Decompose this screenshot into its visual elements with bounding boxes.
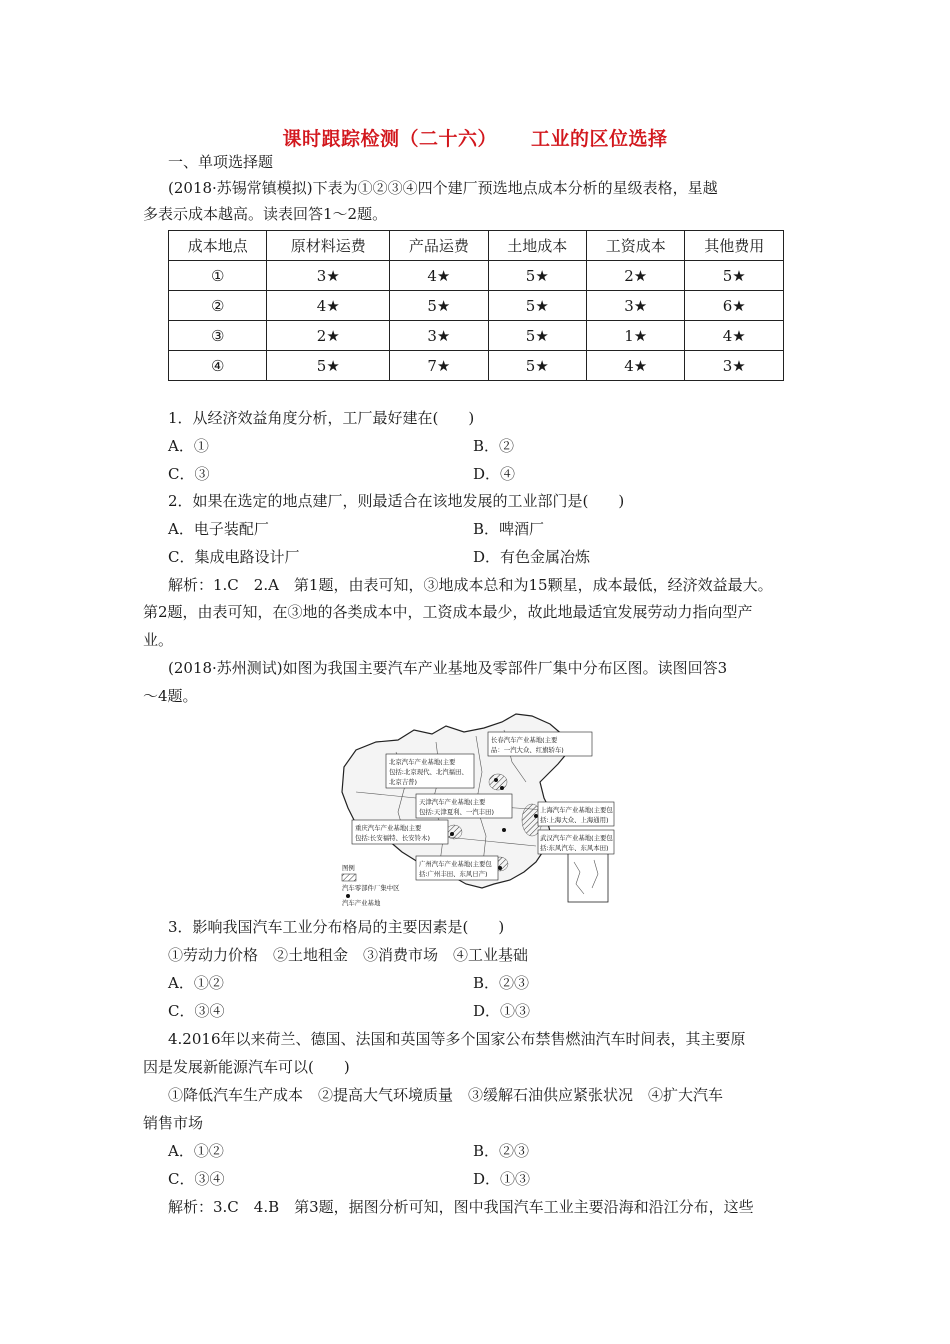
table-cell: 5★ (488, 291, 586, 321)
q3-option-c: C．③④ (168, 1002, 225, 1020)
page-title (0, 124, 950, 151)
table-cell: 5★ (488, 351, 586, 381)
q2-option-a: A．电子装配厂 (168, 520, 269, 538)
table-cell: 4★ (587, 351, 685, 381)
q4-choices-line2: 销售市场 (143, 1114, 204, 1132)
legend-parts-zone: 汽车零部件厂集中区 (342, 884, 400, 892)
label-changchun: 长春汽车产业基地(主要 (491, 736, 558, 744)
cost-table (168, 230, 784, 381)
analysis1-line1: 解析：1.C 2.A 第1题，由表可知，③地成本总和为15颗星，成本最低，经济效益最大。 (168, 576, 773, 594)
table-cell: 3★ (390, 321, 488, 351)
table-cell: ② (169, 291, 267, 321)
label-guangzhou: 广州汽车产业基地(主要包 (419, 860, 492, 868)
label-beijing: 北京汽车产业基地(主要 (389, 758, 456, 766)
china-map-svg (336, 712, 616, 907)
table-cell: 3★ (685, 351, 784, 381)
intro1-line2: 多表示成本越高。读表回答1～2题。 (143, 205, 388, 223)
analysis1-line3: 业。 (143, 631, 174, 649)
table-header: 工资成本 (587, 231, 685, 261)
table-cell: 5★ (488, 321, 586, 351)
svg-text:括:上海大众、上海通用): 括:上海大众、上海通用) (540, 816, 609, 824)
parts-zone-north (489, 774, 507, 790)
table-cell: 4★ (267, 291, 390, 321)
table-cell: 2★ (267, 321, 390, 351)
q4-option-a: A．①② (168, 1142, 224, 1160)
legend-base: 汽车产业基地 (342, 899, 381, 907)
table-cell: 5★ (488, 261, 586, 291)
table-header: 产品运费 (390, 231, 488, 261)
table-header: 原材料运费 (267, 231, 390, 261)
auto-industry-map (336, 712, 616, 907)
table-cell: ① (169, 261, 267, 291)
svg-text:包括:长安福特、长安铃木): 包括:长安福特、长安铃木) (355, 834, 430, 842)
svg-text:包括:北京现代、北汽福田、: 包括:北京现代、北汽福田、 (389, 768, 468, 776)
q1-option-c: C．③ (168, 465, 210, 483)
legend-base-dot (346, 894, 350, 898)
parts-zone-west (446, 825, 462, 839)
q2-option-c: C．集成电路设计厂 (168, 548, 300, 566)
q3-option-a: A．①② (168, 974, 224, 992)
q4-choices-line1: ①降低汽车生产成本 ②提高大气环境质量 ③缓解石油供应紧张状况 ④扩大汽车 (168, 1086, 724, 1104)
table-cell: 5★ (685, 261, 784, 291)
table-header: 土地成本 (488, 231, 586, 261)
table-cell: ④ (169, 351, 267, 381)
table-cell: 4★ (685, 321, 784, 351)
table-cell: 2★ (587, 261, 685, 291)
table-cell: 1★ (587, 321, 685, 351)
svg-text:北京吉普): 北京吉普) (389, 778, 418, 786)
q1-option-a: A．① (168, 437, 209, 455)
q3-choices: ①劳动力价格 ②土地租金 ③消费市场 ④工业基础 (168, 946, 529, 964)
table-row (169, 261, 784, 291)
analysis2-line1: 解析：3.C 4.B 第3题，据图分析可知，图中我国汽车工业主要沿海和沿江分布，这些 (168, 1198, 754, 1216)
table-cell: 3★ (267, 261, 390, 291)
q1-option-d: D．④ (473, 465, 516, 483)
svg-text:括:东风汽车、东风本田): 括:东风汽车、东风本田) (540, 844, 609, 852)
intro1-line1: (2018·苏锡常镇模拟)下表为①②③④四个建厂预选地点成本分析的星级表格，星越 (168, 179, 718, 197)
intro2-line2: ～4题。 (143, 687, 198, 705)
legend-title: 图例 (342, 864, 355, 872)
intro2-line1: (2018·苏州测试)如图为我国主要汽车产业基地及零部件厂集中分布区图。读图回答3 (168, 659, 728, 677)
table-header-row (169, 231, 784, 261)
q4-option-c: C．③④ (168, 1170, 225, 1188)
legend-hatch-swatch (342, 874, 356, 881)
svg-text:包括:天津夏利、一汽丰田): 包括:天津夏利、一汽丰田) (419, 808, 494, 816)
table-cell: 4★ (390, 261, 488, 291)
title-topic: 工业的区位选择 (531, 128, 668, 150)
q2-option-d: D．有色金属冶炼 (473, 548, 591, 566)
table-cell: 6★ (685, 291, 784, 321)
q3-option-d: D．①③ (473, 1002, 531, 1020)
title-main: 课时跟踪检测（二十六） (282, 128, 497, 150)
q2-option-b: B．啤酒厂 (473, 520, 545, 538)
table-row (169, 321, 784, 351)
table-row (169, 291, 784, 321)
table-cell: 7★ (390, 351, 488, 381)
table-row (169, 351, 784, 381)
q4-stem-line1: 4.2016年以来荷兰、德国、法国和英国等多个国家公布禁售燃油汽车时间表，其主要原 (168, 1030, 746, 1048)
table-header: 其他费用 (685, 231, 784, 261)
svg-text:括:广州丰田、东风日产): 括:广州丰田、东风日产) (419, 870, 488, 878)
table-header: 成本地点 (169, 231, 267, 261)
label-tianjin: 天津汽车产业基地(主要 (419, 798, 486, 806)
label-wuhan: 武汉汽车产业基地(主要包 (540, 834, 613, 842)
svg-text:品：一汽大众、红旗轿车): 品：一汽大众、红旗轿车) (491, 746, 564, 754)
q4-option-d: D．①③ (473, 1170, 531, 1188)
q1-stem: 1．从经济效益角度分析，工厂最好建在( ) (168, 409, 475, 427)
table-cell: ③ (169, 321, 267, 351)
q4-stem-line2: 因是发展新能源汽车可以( ) (143, 1058, 350, 1076)
label-chongqing: 重庆汽车产业基地(主要 (355, 824, 422, 832)
q4-option-b: B．②③ (473, 1142, 530, 1160)
q1-option-b: B．② (473, 437, 515, 455)
table-cell: 3★ (587, 291, 685, 321)
q3-option-b: B．②③ (473, 974, 530, 992)
analysis1-line2: 第2题，由表可知，在③地的各类成本中，工资成本最少，故此地最适宜发展劳动力指向型产 (143, 603, 753, 621)
label-shanghai: 上海汽车产业基地(主要包 (540, 806, 613, 814)
section-heading: 一、单项选择题 (168, 153, 274, 171)
south-china-sea-inset (568, 852, 608, 902)
table-cell: 5★ (390, 291, 488, 321)
table-cell: 5★ (267, 351, 390, 381)
q2-stem: 2．如果在选定的地点建厂，则最适合在该地发展的工业部门是( ) (168, 492, 625, 510)
q3-stem: 3．影响我国汽车工业分布格局的主要因素是( ) (168, 918, 505, 936)
